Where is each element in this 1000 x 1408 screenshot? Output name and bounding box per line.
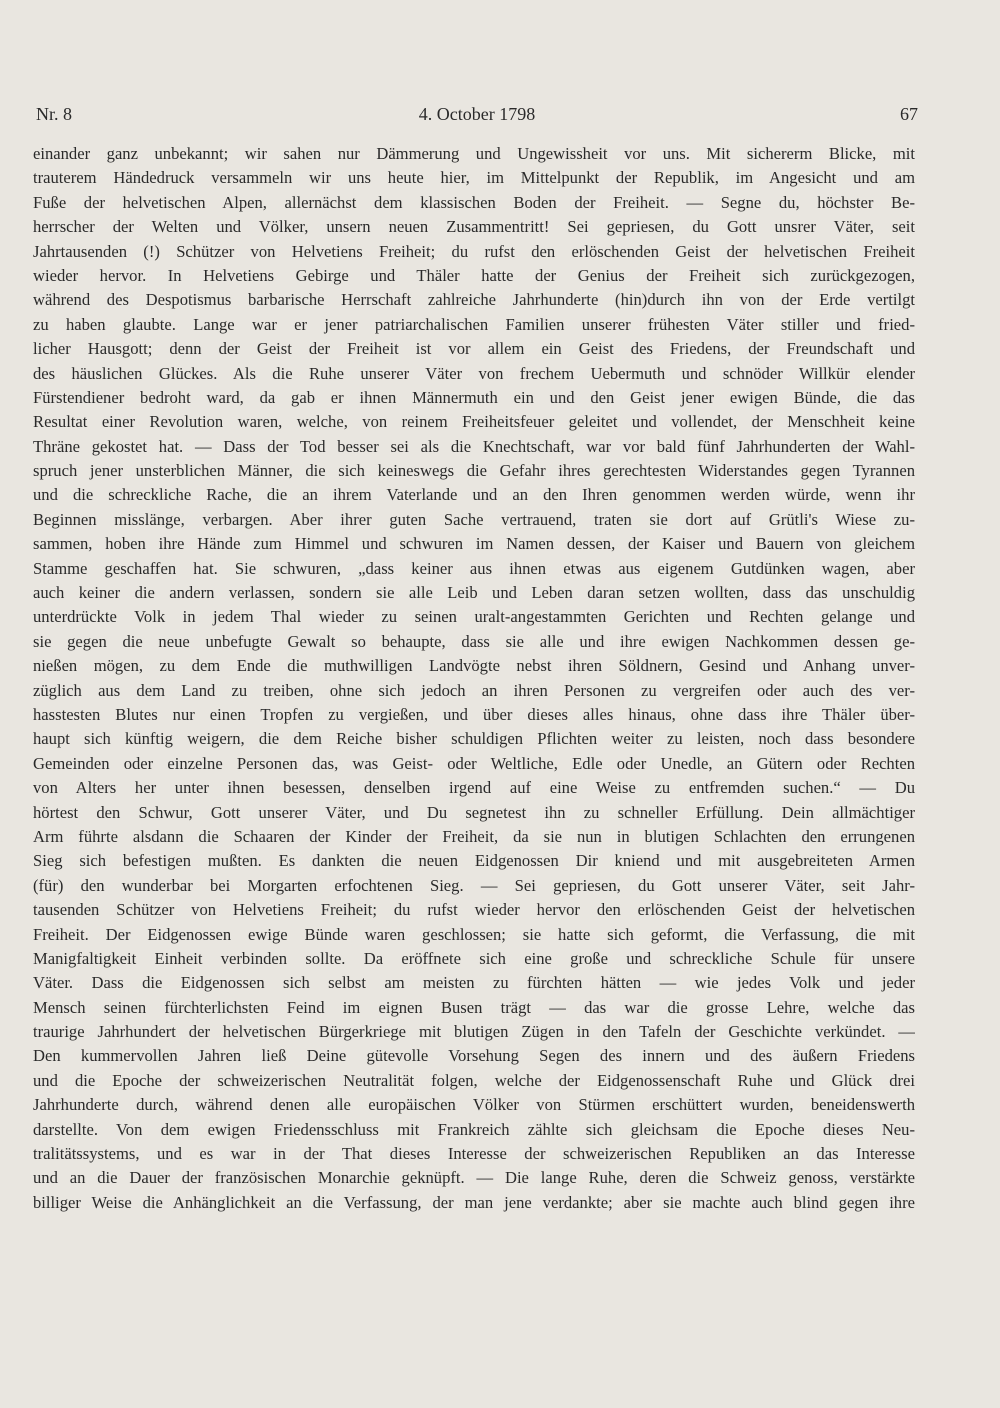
text-line: Jahrtausenden (!) Schützer von Helvetiens Freiheit; du rufst den erlöschenden Geist der helvetischen Freiheit: [33, 241, 915, 261]
text-line: und die Epoche der schweizerischen Neutralität folgen, welche der Eidgenossenschaft Ruhe und Glück drei: [33, 1070, 915, 1090]
text-line: hasstesten Blutes nur einen Tropfen zu vergießen, und über dieses alles hinaus, ohne dass ihre Thäler über-: [33, 704, 915, 724]
text-line: spruch jener unsterblichen Männer, die sich keineswegs die Gefahr ihres gerechtesten Widerstandes gegen Tyrannen: [33, 461, 915, 481]
text-line: des häuslichen Glückes. Als die Ruhe unserer Väter von frechem Uebermuth und schnöder Willkür elender: [33, 363, 915, 383]
text-line: Thräne gekostet hat. — Dass der Tod besser sei als die Knechtschaft, war vor bald fünf Jahrhunderten der Wahl-: [33, 436, 915, 456]
text-line: herrscher der Welten und Völker, unsern neuen Zusammentritt! Sei gepriesen, du Gott unsrer Väter, seit: [33, 217, 915, 237]
issue-date: 4. October 1798: [418, 104, 536, 124]
text-line: (für) den wunderbar bei Morgarten erfochtenen Sieg. — Sei gepriesen, du Gott unserer Väter, seit Jahr-: [33, 875, 915, 895]
text-line: Jahrhunderte durch, während denen alle europäischen Völker von Stürmen erschüttert wurden, beneidenswerth: [33, 1095, 915, 1115]
text-line: Freiheit. Der Eidgenossen ewige Bünde waren geschlossen; sie hatte sich geformt, die Verfassung, die mit: [33, 924, 915, 944]
text-line: Sieg sich befestigen mußten. Es dankten die neuen Eidgenossen Dir kniend und mit ausgebreiteten Armen: [33, 851, 915, 871]
text-line: traurige Jahrhundert der helvetischen Bürgerkriege mit blutigen Zügen in den Tafeln der Geschichte verkündet. —: [33, 1022, 915, 1042]
text-line: einander ganz unbekannt; wir sahen nur Dämmerung und Ungewissheit vor uns. Mit sichererm Blicke, mit: [33, 144, 915, 163]
text-line: Arm führte alsdann die Schaaren der Kinder der Freiheit, da sie nun in blutigen Schlachten den errungenen: [33, 826, 915, 846]
text-line: billiger Weise die Anhänglichkeit an die Verfassung, der man jene verdankte; aber sie machte auch blind gegen ihre: [33, 1192, 915, 1212]
text-line: sammen, hoben ihre Hände zum Himmel und schwuren im Namen dessen, der Kaiser und Bauern von gleichem: [33, 534, 915, 554]
text-line: sie gegen die neue unbefugte Gewalt so behaupte, dass sie alle und ihre ewigen Nachkommen dessen ge-: [33, 631, 915, 651]
text-line: Den kummervollen Jahren ließ Deine gütevolle Vorsehung Segen des innern und des äußern Friedens: [33, 1046, 915, 1066]
body-text: [33, 142, 915, 1215]
text-line: züglich aus dem Land zu treiben, ohne sich jedoch an ihren Personen zu vergreifen oder auch des ver-: [33, 680, 915, 700]
text-line: Väter. Dass die Eidgenossen sich selbst am meisten zu fürchten hätten — wie jedes Volk und jeder: [33, 973, 915, 993]
text-line: unterdrückte Volk in jedem Thal wieder zu seinen uralt-angestammten Gerichten und Rechten gelange und: [33, 607, 915, 627]
text-line: Gemeinden oder einzelne Personen das, was Geist- oder Weltliche, Edle oder Unedle, an Gütern oder Rechten: [33, 753, 915, 773]
text-line: Mensch seinen fürchterlichsten Feind im eignen Busen trägt — das war die grosse Lehre, welche das: [33, 997, 915, 1017]
text-line: darstellte. Von dem ewigen Friedensschluss mit Frankreich zählte sich gleichsam die Epoche dieses Neu-: [33, 1119, 915, 1139]
text-line: Stamme geschaffen hat. Sie schwuren, „dass keiner aus ihnen etwas aus eigenem Gutdünken wagen, aber: [33, 558, 915, 578]
text-line: und die schreckliche Rache, die an ihrem Vaterlande und an den Ihren genommen werden würde, wenn ihr: [33, 485, 915, 505]
text-line: tralitätssystems, und es war in der That dieses Interesse der schweizerischen Republiken an das Interesse: [33, 1144, 915, 1164]
text-line: tausenden Schützer von Helvetiens Freiheit; du rufst wieder hervor den erlöschenden Geist der helvetischen: [33, 900, 915, 920]
page-number: 67: [900, 104, 918, 124]
text-line: haupt sich künftig weigern, die dem Reiche bisher schuldigen Pflichten weiter zu leisten, noch dass besondere: [33, 729, 915, 749]
text-line: Fürstendiener bedroht ward, da gab er ihnen Männermuth ein und den Geist jener ewigen Bünde, die das: [33, 387, 915, 407]
text-line: auch keiner die andern verlassen, sondern sie alle Leib und Leben daran setzen wollten, dass das unschuldig: [33, 583, 915, 603]
text-line: Beginnen misslänge, verbargen. Aber ihrer guten Sache vertrauend, traten sie dort auf Grütli's Wiese zu-: [33, 509, 915, 529]
text-line: und an die Dauer der französischen Monarchie geknüpft. — Die lange Ruhe, deren die Schweiz genoss, verstärkte: [33, 1168, 915, 1188]
text-line: während des Despotismus barbarische Herrschaft zahlreiche Jahrhunderte (hin)durch ihn von der Erde vertilgt: [33, 290, 915, 310]
text-line: wieder hervor. In Helvetiens Gebirge und Thäler hatte der Genius der Freiheit sich zurückgezogen,: [33, 265, 915, 285]
text-line: von Alters her unter ihnen besessen, denselben irgend auf eine Weise zu entfremden suchen.“ — Du: [33, 778, 915, 798]
text-line: Manigfaltigkeit Einheit verbinden sollte. Da eröffnete sich eine große und schreckliche Schule für unsere: [33, 948, 915, 968]
text-line: zu haben glaubte. Lange war er jener patriarchalischen Familien unserer frühesten Väter stiller und fried-: [33, 314, 915, 334]
text-line: hörtest den Schwur, Gott unserer Väter, und Du segnetest ihn zu schneller Erfüllung. Dein allmächtiger: [33, 802, 915, 822]
text-line: licher Hausgott; denn der Geist der Freiheit ist vor allem ein Geist des Friedens, der Freundschaft und: [33, 339, 915, 359]
text-line: nießen mögen, zu dem Ende die muthwilligen Landvögte nebst ihren Söldnern, Gesind und Anhang unver-: [33, 656, 915, 676]
issue-number: Nr. 8: [36, 104, 72, 124]
page-header: [36, 104, 918, 128]
text-line: trauterem Händedruck versammeln wir uns heute hier, im Mittelpunkt der Republik, im Angesicht und am: [33, 168, 915, 188]
text-line: Resultat einer Revolution waren, welche, von reinem Freiheitsfeuer geleitet und vollendet, der Menschheit keine: [33, 412, 915, 432]
text-line: Fuße der helvetischen Alpen, allernächst dem klassischen Boden der Freiheit. — Segne du, höchster Be-: [33, 192, 915, 212]
